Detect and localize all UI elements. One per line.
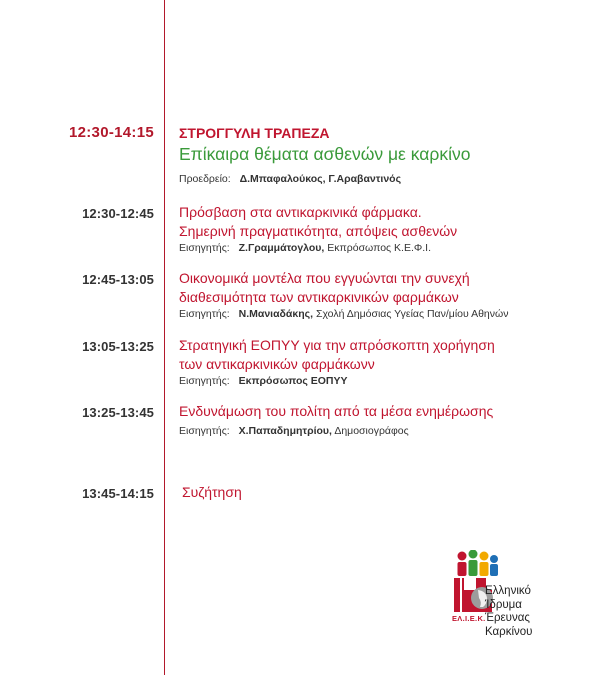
session-subtitle: Επίκαιρα θέματα ασθενών με καρκίνο: [179, 144, 471, 164]
talk-title-line: Οικονομικά μοντέλα που εγγυώνται την συνεχή: [179, 270, 470, 286]
talk-item: [182, 483, 582, 502]
talk-title-line: Στρατηγική ΕΟΠΥΥ για την απρόσκοπτη χορήγηση: [179, 337, 495, 353]
speaker-label: Εισηγητής:: [179, 425, 230, 437]
logo-text: [485, 585, 532, 639]
speaker-affiliation: Σχολή Δημόσιας Υγείας Παν/μίου Αθηνών: [315, 308, 509, 320]
chairs-names: Δ.Μπαφαλούκος, Γ.Αραβαντινός: [239, 173, 402, 185]
speaker-name: Ν.Μανιαδάκης,: [238, 308, 314, 320]
discussion-title: Συζήτηση: [182, 484, 242, 500]
logo-abbreviation: ΕΛ.Ι.Ε.Κ.: [452, 614, 486, 623]
session-chairs: [179, 172, 579, 187]
speaker-name: Εκπρόσωπος ΕΟΠΥΥ: [238, 375, 348, 387]
talk-item: [179, 402, 579, 439]
talk-title-line: διαθεσιμότητα των αντικαρκινικών φαρμάκων: [179, 289, 459, 305]
logo-text-line: Καρκίνου: [485, 625, 533, 638]
talk-time: 12:30-12:45: [82, 206, 154, 221]
logo-text-line: Ελληνικό: [485, 585, 531, 597]
speaker-name: Ζ.Γραμμάτογλου,: [238, 242, 325, 254]
talk-speaker: [179, 241, 579, 256]
speaker-affiliation: Δημοσιογράφος: [334, 425, 409, 437]
talk-speaker: [179, 374, 579, 389]
talk-item: [179, 203, 579, 256]
talk-speaker: [179, 424, 579, 439]
talk-time: 13:45-14:15: [82, 486, 154, 501]
timeline-divider: [164, 0, 165, 675]
logo-text-line: Ίδρυμα: [485, 598, 522, 611]
session-time: 12:30-14:15: [68, 124, 154, 141]
logo-text-line: Έρευνας: [485, 612, 530, 624]
speaker-label: Εισηγητής:: [179, 242, 230, 254]
talk-item: [179, 269, 579, 322]
talk-title-line: Πρόσβαση στα αντικαρκινικά φάρμακα.: [179, 204, 422, 220]
talk-time: 13:25-13:45: [82, 405, 154, 420]
talk-title-line: των αντικαρκινικών φαρμάκωνν: [179, 356, 375, 372]
session-title: ΣΤΡΟΓΓΥΛΗ ΤΡΑΠΕΖΑ: [179, 125, 330, 141]
speaker-affiliation: Εκπρόσωπος Κ.Ε.Φ.Ι.: [327, 242, 431, 254]
speaker-label: Εισηγητής:: [179, 308, 230, 320]
chairs-label: Προεδρείο:: [179, 173, 231, 185]
talk-title-line: Ενδυνάμωση του πολίτη από τα μέσα ενημέρωσης: [179, 403, 494, 419]
talk-speaker: [179, 307, 579, 322]
talk-title-line: Σημερινή πραγματικότητα, απόψεις ασθενών: [179, 223, 458, 239]
speaker-name: Χ.Παπαδημητρίου,: [238, 425, 332, 437]
talk-time: 12:45-13:05: [82, 272, 154, 287]
talk-time: 13:05-13:25: [82, 339, 154, 354]
talk-item: [179, 336, 579, 389]
session-header: [179, 124, 579, 187]
speaker-label: Εισηγητής:: [179, 375, 230, 387]
